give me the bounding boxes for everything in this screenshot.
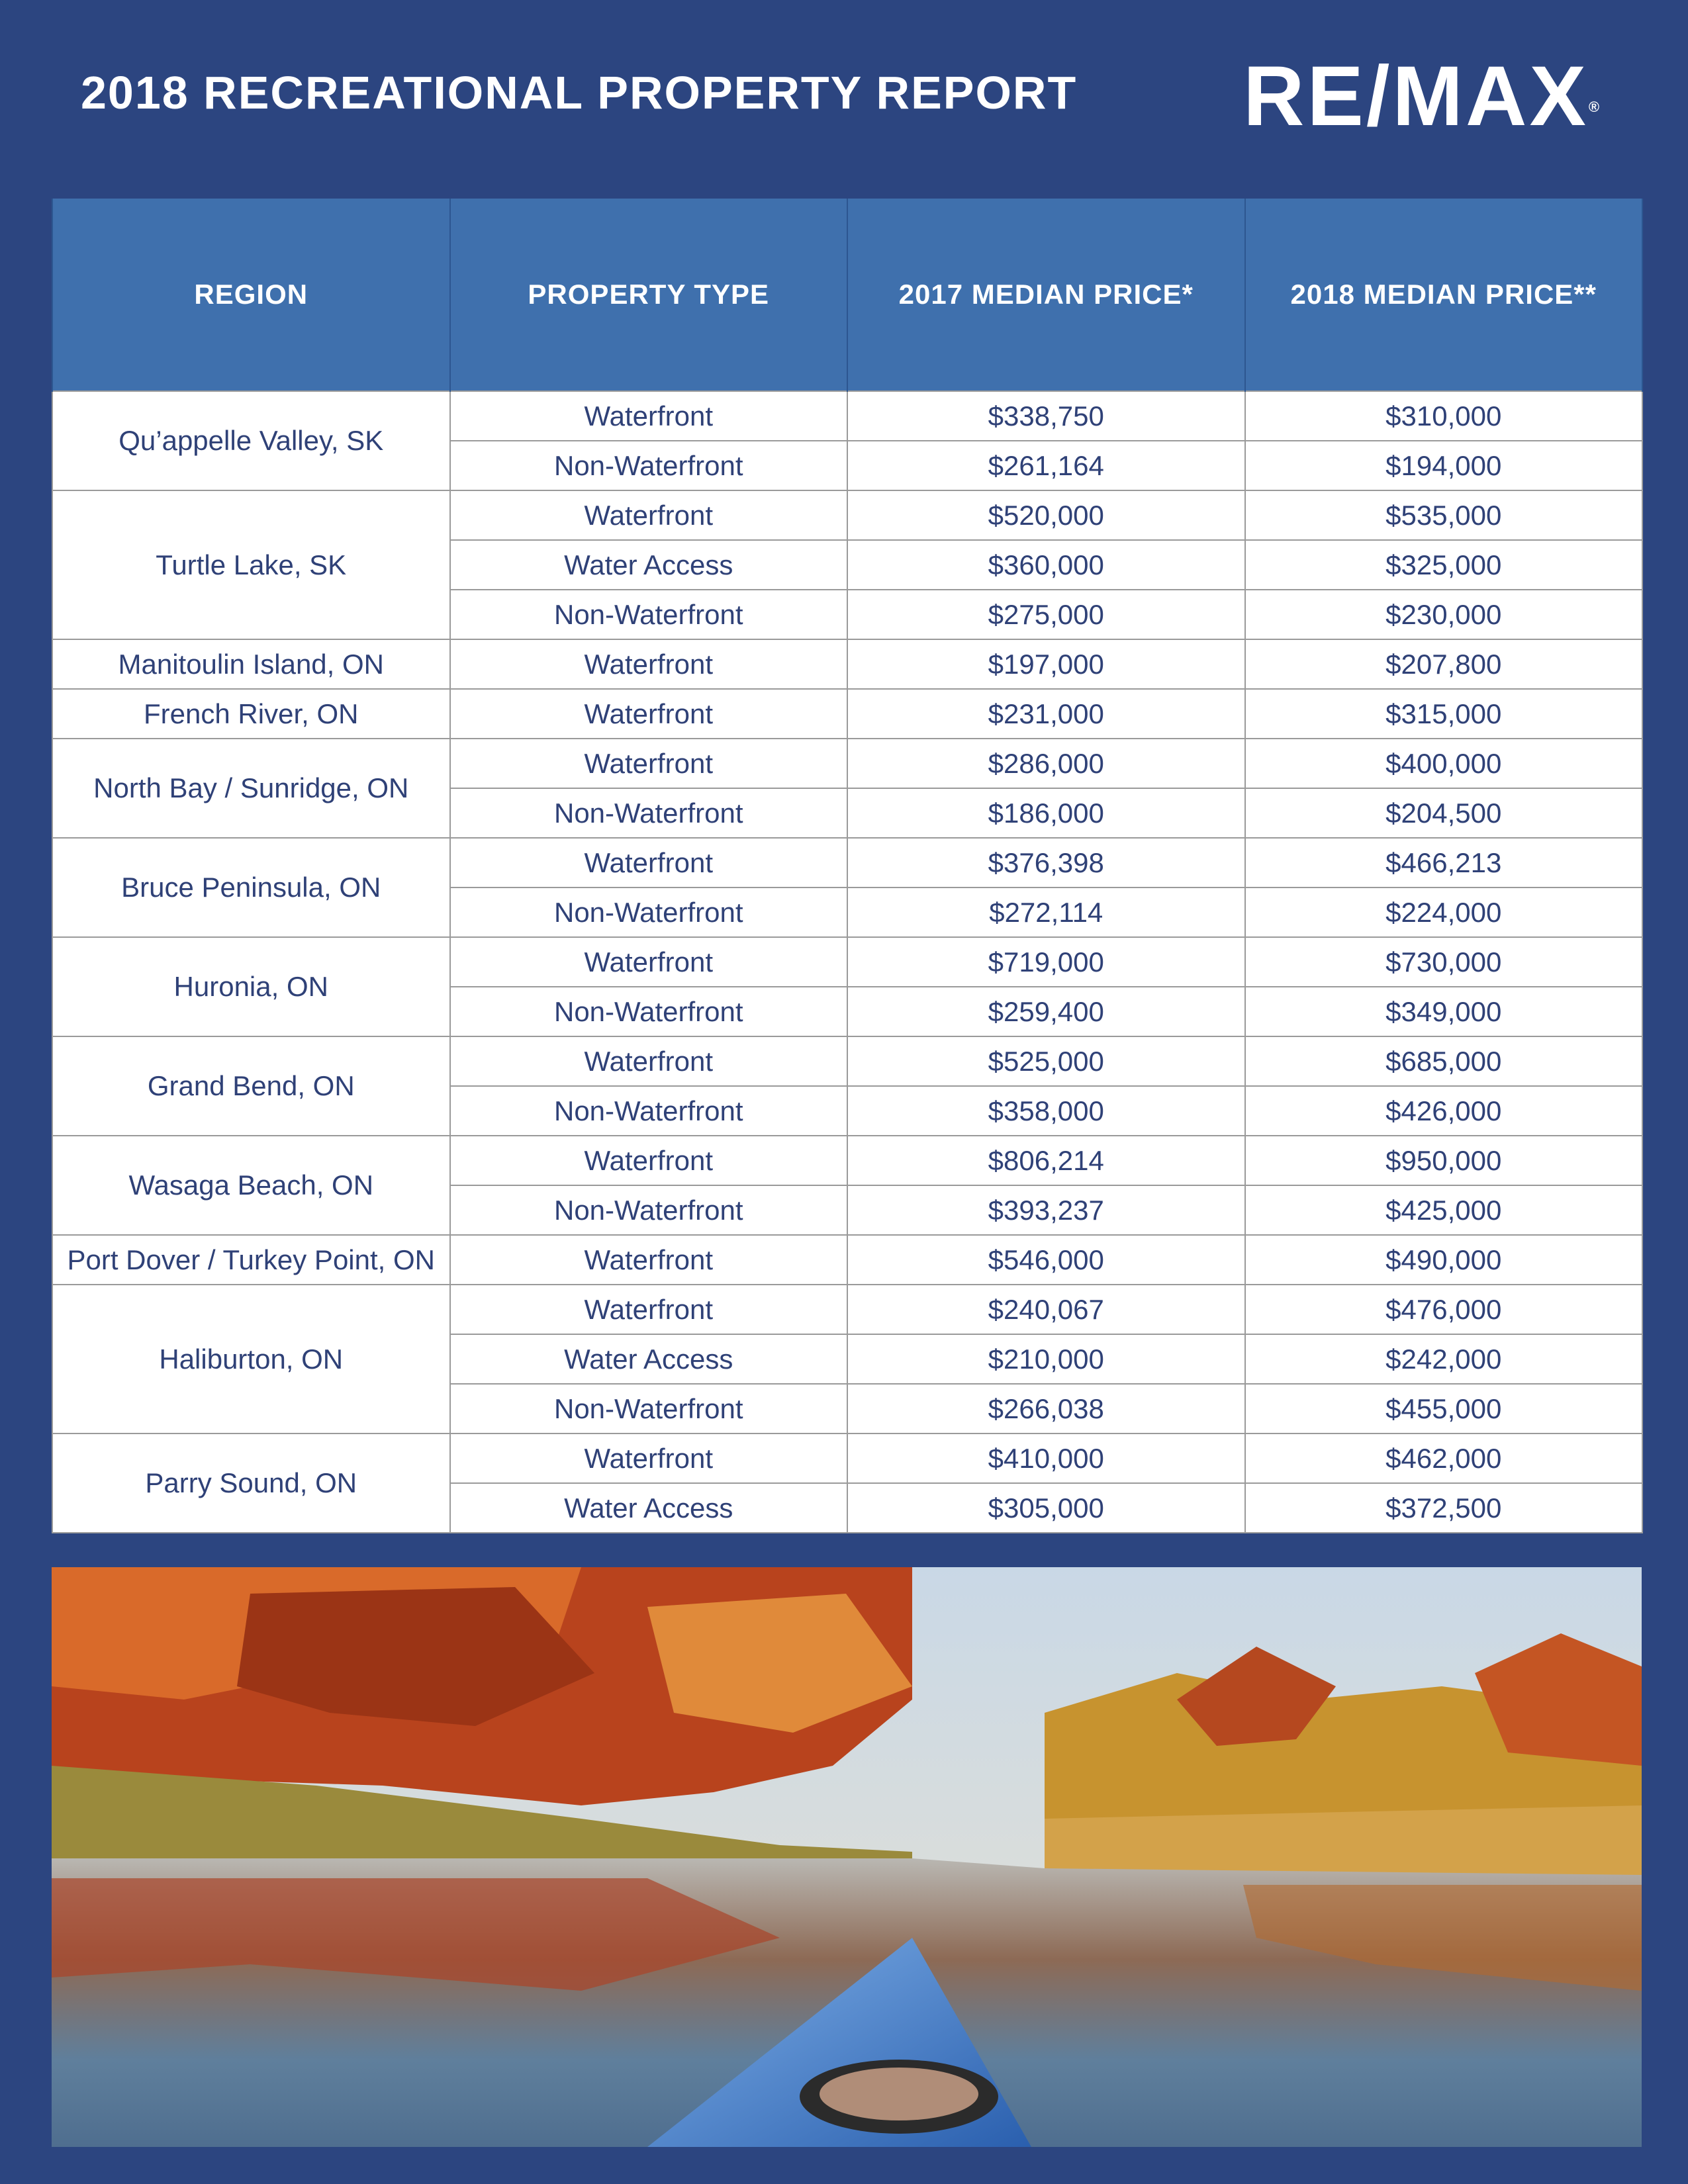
property-type-cell: Waterfront <box>450 639 848 689</box>
property-type-cell: Waterfront <box>450 1235 848 1285</box>
price-table <box>52 199 1643 1533</box>
price-2018-cell: $204,500 <box>1245 788 1643 838</box>
price-2017-cell: $240,067 <box>847 1285 1245 1334</box>
price-2017-cell: $261,164 <box>847 441 1245 490</box>
column-header-2018-price: 2018 MEDIAN PRICE** <box>1245 199 1643 391</box>
price-2018-cell: $242,000 <box>1245 1334 1643 1384</box>
property-type-cell: Waterfront <box>450 1036 848 1086</box>
property-type-cell: Waterfront <box>450 1433 848 1483</box>
price-2017-cell: $393,237 <box>847 1185 1245 1235</box>
table-row <box>52 1235 1642 1285</box>
price-2017-cell: $286,000 <box>847 739 1245 788</box>
property-type-cell: Non-Waterfront <box>450 887 848 937</box>
price-2018-cell: $194,000 <box>1245 441 1643 490</box>
price-2017-cell: $272,114 <box>847 887 1245 937</box>
table-row <box>52 739 1642 788</box>
price-2017-cell: $197,000 <box>847 639 1245 689</box>
logo-text: RE/MAX <box>1243 49 1589 144</box>
table-row <box>52 937 1642 987</box>
price-2017-cell: $186,000 <box>847 788 1245 838</box>
price-2018-cell: $372,500 <box>1245 1483 1643 1533</box>
price-2018-cell: $535,000 <box>1245 490 1643 540</box>
price-2017-cell: $376,398 <box>847 838 1245 887</box>
price-2018-cell: $950,000 <box>1245 1136 1643 1185</box>
property-type-cell: Waterfront <box>450 689 848 739</box>
region-cell-turtle-lake-sk: Turtle Lake, SK <box>52 490 450 639</box>
property-type-cell: Water Access <box>450 540 848 590</box>
region-cell-wasaga-beach-on: Wasaga Beach, ON <box>52 1136 450 1235</box>
property-type-cell: Waterfront <box>450 490 848 540</box>
region-cell-grand-bend-on: Grand Bend, ON <box>52 1036 450 1136</box>
property-type-cell: Non-Waterfront <box>450 590 848 639</box>
property-type-cell: Waterfront <box>450 838 848 887</box>
price-2018-cell: $310,000 <box>1245 391 1643 441</box>
price-2018-cell: $400,000 <box>1245 739 1643 788</box>
column-header-2017-price: 2017 MEDIAN PRICE* <box>847 199 1245 391</box>
property-type-cell: Waterfront <box>450 391 848 441</box>
table-row <box>52 490 1642 540</box>
price-2017-cell: $719,000 <box>847 937 1245 987</box>
table-row <box>52 1433 1642 1483</box>
price-2017-cell: $210,000 <box>847 1334 1245 1384</box>
price-2017-cell: $360,000 <box>847 540 1245 590</box>
price-2018-cell: $315,000 <box>1245 689 1643 739</box>
property-type-cell: Waterfront <box>450 1285 848 1334</box>
price-2018-cell: $425,000 <box>1245 1185 1643 1235</box>
price-2018-cell: $490,000 <box>1245 1235 1643 1285</box>
table-body <box>52 391 1642 1533</box>
price-2018-cell: $207,800 <box>1245 639 1643 689</box>
region-cell-bruce-peninsula-on: Bruce Peninsula, ON <box>52 838 450 937</box>
property-type-cell: Non-Waterfront <box>450 788 848 838</box>
registered-mark: ® <box>1588 99 1600 115</box>
property-type-cell: Non-Waterfront <box>450 441 848 490</box>
property-type-cell: Non-Waterfront <box>450 1384 848 1433</box>
table-row <box>52 1136 1642 1185</box>
table-header-row <box>52 199 1642 391</box>
remax-logo <box>1243 50 1599 143</box>
property-type-cell: Non-Waterfront <box>450 987 848 1036</box>
table-row <box>52 689 1642 739</box>
region-cell-parry-sound-on: Parry Sound, ON <box>52 1433 450 1533</box>
price-2017-cell: $546,000 <box>847 1235 1245 1285</box>
region-cell-french-river-on: French River, ON <box>52 689 450 739</box>
region-cell-haliburton-on: Haliburton, ON <box>52 1285 450 1433</box>
price-2017-cell: $525,000 <box>847 1036 1245 1086</box>
price-2017-cell: $231,000 <box>847 689 1245 739</box>
price-2017-cell: $305,000 <box>847 1483 1245 1533</box>
region-cell-north-bay-sunridge-on: North Bay / Sunridge, ON <box>52 739 450 838</box>
table-row <box>52 639 1642 689</box>
property-type-cell: Non-Waterfront <box>450 1086 848 1136</box>
property-type-cell: Water Access <box>450 1483 848 1533</box>
price-2018-cell: $230,000 <box>1245 590 1643 639</box>
table-row <box>52 1036 1642 1086</box>
column-header-property-type: PROPERTY TYPE <box>450 199 848 391</box>
price-2018-cell: $730,000 <box>1245 937 1643 987</box>
property-type-cell: Non-Waterfront <box>450 1185 848 1235</box>
price-2017-cell: $410,000 <box>847 1433 1245 1483</box>
page-title: 2018 RECREATIONAL PROPERTY REPORT <box>81 67 1078 118</box>
price-2018-cell: $426,000 <box>1245 1086 1643 1136</box>
table-row <box>52 1285 1642 1334</box>
price-2018-cell: $325,000 <box>1245 540 1643 590</box>
region-cell-manitoulin-island-on: Manitoulin Island, ON <box>52 639 450 689</box>
price-2018-cell: $349,000 <box>1245 987 1643 1036</box>
price-2017-cell: $266,038 <box>847 1384 1245 1433</box>
property-type-cell: Water Access <box>450 1334 848 1384</box>
region-cell-qu-appelle-valley-sk: Qu’appelle Valley, SK <box>52 391 450 490</box>
region-cell-port-dover-turkey-point-on: Port Dover / Turkey Point, ON <box>52 1235 450 1285</box>
price-2018-cell: $462,000 <box>1245 1433 1643 1483</box>
price-2018-cell: $476,000 <box>1245 1285 1643 1334</box>
column-header-region: REGION <box>52 199 450 391</box>
region-cell-huronia-on: Huronia, ON <box>52 937 450 1036</box>
price-2018-cell: $466,213 <box>1245 838 1643 887</box>
price-2017-cell: $806,214 <box>847 1136 1245 1185</box>
price-2017-cell: $259,400 <box>847 987 1245 1036</box>
price-2017-cell: $275,000 <box>847 590 1245 639</box>
price-2018-cell: $224,000 <box>1245 887 1643 937</box>
kayak-autumn-river-photo <box>52 1567 1642 2147</box>
table-row <box>52 838 1642 887</box>
property-type-cell: Waterfront <box>450 739 848 788</box>
price-2017-cell: $338,750 <box>847 391 1245 441</box>
property-type-cell: Waterfront <box>450 937 848 987</box>
table-row <box>52 391 1642 441</box>
price-2017-cell: $520,000 <box>847 490 1245 540</box>
property-type-cell: Waterfront <box>450 1136 848 1185</box>
price-2018-cell: $455,000 <box>1245 1384 1643 1433</box>
price-2017-cell: $358,000 <box>847 1086 1245 1136</box>
price-2018-cell: $685,000 <box>1245 1036 1643 1086</box>
